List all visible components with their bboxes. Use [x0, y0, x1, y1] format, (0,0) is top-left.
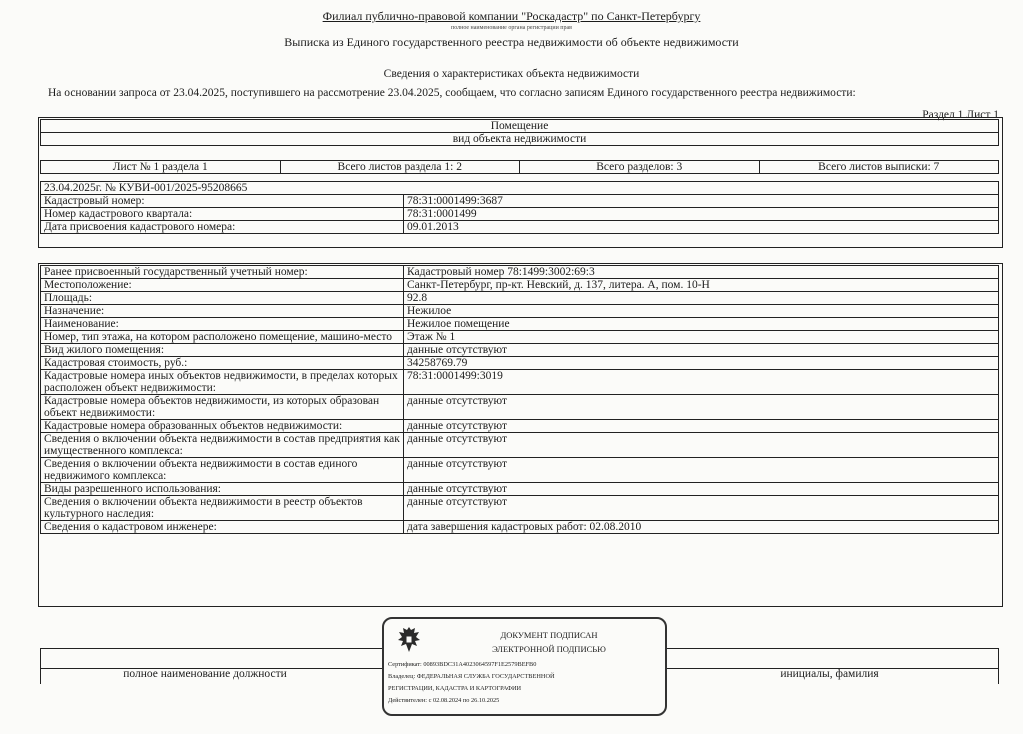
- table-row: [41, 344, 999, 357]
- assignment-date-label: Дата присвоения кадастрового номера:: [41, 221, 404, 234]
- row-value: 34258769.79: [404, 357, 999, 370]
- row-value: данные отсутствуют: [404, 344, 999, 357]
- assignment-date-value: 09.01.2013: [404, 221, 999, 234]
- row-value: Санкт-Петербург, пр-кт. Невский, д. 137, литера. А, пом. 10-Н: [404, 279, 999, 292]
- table-row: [41, 318, 999, 331]
- row-value: Этаж № 1: [404, 331, 999, 344]
- row-value: 78:31:0001499:3019: [404, 370, 999, 395]
- row-label: Кадастровые номера объектов недвижимости, из которых образован объект недвижимости:: [41, 395, 404, 420]
- row-value: данные отсутствуют: [404, 420, 999, 433]
- cadastral-number-label: Кадастровый номер:: [41, 195, 404, 208]
- coat-of-arms-icon: [396, 625, 422, 655]
- table-row: [41, 420, 999, 433]
- row-label: Кадастровые номера иных объектов недвижимости, в пределах которых расположен объект недвижимости:: [41, 370, 404, 395]
- electronic-signature-stamp: [382, 617, 667, 716]
- table-row: [41, 221, 999, 234]
- row-label: Вид жилого помещения:: [41, 344, 404, 357]
- table-row: [41, 292, 999, 305]
- row-label: Сведения о включении объекта недвижимости в состав предприятия как имущественного комплекса:: [41, 433, 404, 458]
- table-row: [41, 357, 999, 370]
- row-value: данные отсутствуют: [404, 458, 999, 483]
- sheet-number: Лист № 1 раздела 1: [41, 161, 281, 174]
- row-label: Сведения о включении объекта недвижимости в состав единого недвижимого комплекса:: [41, 458, 404, 483]
- extract-sheets-total: Всего листов выписки: 7: [759, 161, 999, 174]
- row-label: Виды разрешенного использования:: [41, 483, 404, 496]
- section-sheets-total: Всего листов раздела 1: 2: [280, 161, 520, 174]
- stamp-title-line1: ДОКУМЕНТ ПОДПИСАН: [500, 630, 598, 640]
- row-label: Наименование:: [41, 318, 404, 331]
- name-caption: инициалы, фамилия: [780, 668, 879, 680]
- table-row: [41, 279, 999, 292]
- table-row: [41, 331, 999, 344]
- stamp-certificate: Сертификат: 00893BDC31A4023064597F1E2579BEFB0: [388, 661, 537, 668]
- table-row: [41, 305, 999, 318]
- cadastral-quarter-label: Номер кадастрового квартала:: [41, 208, 404, 221]
- request-basis: На основании запроса от 23.04.2025, поступившего на рассмотрение 23.04.2025, сообщаем, что согласно записям Единого государственного реестра недвижимости:: [48, 87, 856, 99]
- row-label: Местоположение:: [41, 279, 404, 292]
- registration-table: [40, 181, 999, 234]
- object-type-caption: вид объекта недвижимости: [41, 133, 999, 146]
- row-label: Площадь:: [41, 292, 404, 305]
- table-row: [41, 395, 999, 420]
- row-value: данные отсутствуют: [404, 395, 999, 420]
- row-value: дата завершения кадастровых работ: 02.08.2010: [404, 521, 999, 534]
- characteristics-table: [40, 265, 999, 534]
- table-row: [41, 195, 999, 208]
- position-caption: полное наименование должности: [123, 668, 287, 680]
- row-label: Сведения о кадастровом инженере:: [41, 521, 404, 534]
- section-title: Сведения о характеристиках объекта недвижимости: [383, 68, 640, 80]
- document-title: Выписка из Единого государственного реестра недвижимости об объекте недвижимости: [284, 35, 739, 49]
- row-value: Нежилое помещение: [404, 318, 999, 331]
- row-label: Кадастровая стоимость, руб.:: [41, 357, 404, 370]
- row-label: Кадастровые номера образованных объектов недвижимости:: [41, 420, 404, 433]
- stamp-validity: Действителен: с 02.08.2024 по 26.10.2025: [388, 697, 500, 704]
- organization-name: Филиал публично-правовой компании "Роскадастр" по Санкт-Петербургу: [322, 9, 701, 23]
- table-row: [41, 496, 999, 521]
- table-row: [41, 208, 999, 221]
- sections-total: Всего разделов: 3: [520, 161, 760, 174]
- table-row: [41, 433, 999, 458]
- extract-number: 23.04.2025г. № КУВИ-001/2025-95208665: [41, 182, 999, 195]
- stamp-title-line2: ЭЛЕКТРОННОЙ ПОДПИСЬЮ: [492, 644, 606, 654]
- table-row: [41, 458, 999, 483]
- cadastral-quarter-value: 78:31:0001499: [404, 208, 999, 221]
- stamp-owner-line2: РЕГИСТРАЦИИ, КАДАСТРА И КАРТОГРАФИИ: [388, 685, 522, 692]
- row-value: Кадастровый номер 78:1499:3002:69:3: [404, 266, 999, 279]
- sheets-table: [40, 160, 999, 174]
- table-row: [41, 483, 999, 496]
- object-type-table: [40, 119, 999, 146]
- row-label: Ранее присвоенный государственный учетный номер:: [41, 266, 404, 279]
- table-row: [41, 266, 999, 279]
- table-row: [41, 521, 999, 534]
- row-value: данные отсутствуют: [404, 483, 999, 496]
- row-label: Назначение:: [41, 305, 404, 318]
- table-row: [41, 370, 999, 395]
- row-value: данные отсутствуют: [404, 433, 999, 458]
- row-value: Нежилое: [404, 305, 999, 318]
- row-value: данные отсутствуют: [404, 496, 999, 521]
- row-label: Номер, тип этажа, на котором расположено помещение, машино-место: [41, 331, 404, 344]
- cadastral-number-value: 78:31:0001499:3687: [404, 195, 999, 208]
- row-value: 92.8: [404, 292, 999, 305]
- section-sheet-label: Раздел 1 Лист 1: [922, 109, 999, 121]
- object-type: Помещение: [41, 120, 999, 133]
- organization-caption: полное наименование органа регистрации прав: [450, 25, 573, 31]
- row-label: Сведения о включении объекта недвижимости в реестр объектов культурного наследия:: [41, 496, 404, 521]
- stamp-owner-line1: Владелец: ФЕДЕРАЛЬНАЯ СЛУЖБА ГОСУДАРСТВЕННОЙ: [388, 673, 555, 680]
